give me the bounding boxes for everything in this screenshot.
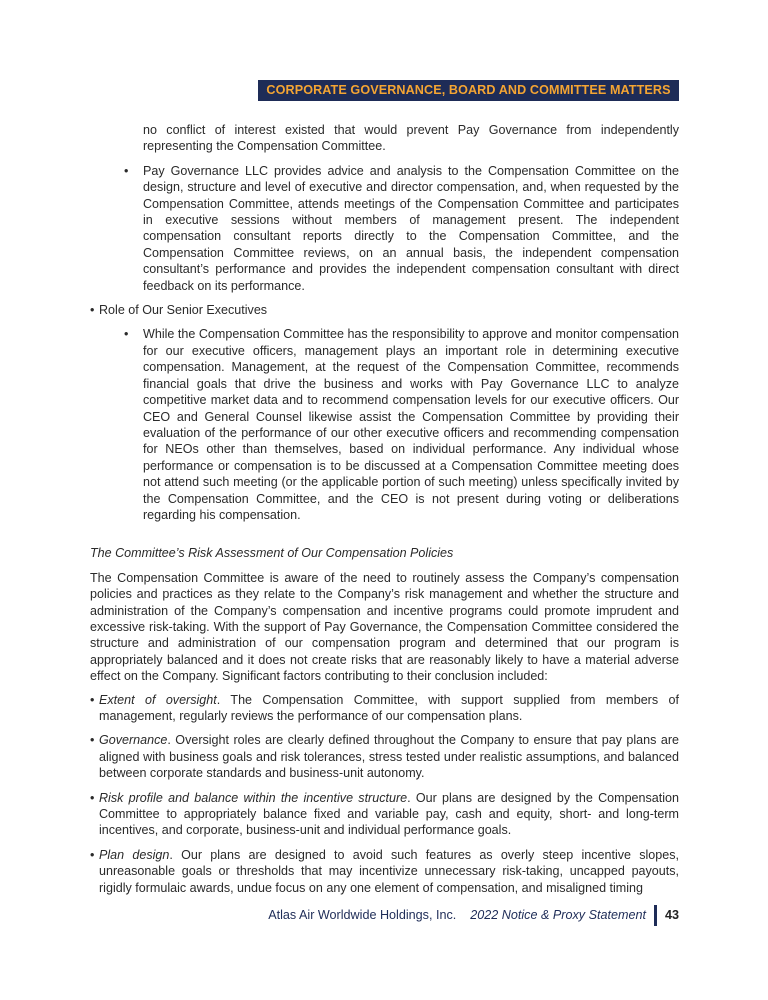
role-text: While the Compensation Committee has the responsibility to approve and monitor compensation for our executive officers, management plays an important role in determining executive compensation. Management, at the request of the Compensation Committee, recommends financial goals that drive the business and works with Pay Governance LLC to analyze competitive market data and to recommend compensation levels for our executive officers. Our CEO and General Counsel likewise assist the Compensation Committee by providing their evaluation of the performance of our other executive officers and recommending compensation for NEOs other than themselves, based on individual performance. Any individual whose performance or compensation is to be discussed at a Compensation Committee meeting does not attend such meeting (or the applicable portion of such meeting) unless specifically invited by the Compensation Committee, and the CEO is not present during voting or deliberations regarding his compensation. <box>143 327 679 522</box>
section-header-bar <box>258 80 679 101</box>
pay-governance-text: Pay Governance LLC provides advice and analysis to the Compensation Committee on the design, structure and level of executive and director compensation, and, when requested by the Compensation Committee, attends meetings of the Compensation Committee and participates in executive sessions without members of management present. The independent compensation consultant reports directly to the Compensation Committee, and the Compensation Committee reviews, on an annual basis, the independent compensation consultant’s performance and provides the independent compensation consultant with direct feedback on its performance. <box>143 163 679 293</box>
factor-item <box>90 732 679 781</box>
pay-governance-bullet <box>90 163 679 294</box>
footer-divider <box>654 905 657 926</box>
continued-text: no conflict of interest existed that would prevent Pay Governance from independently representing the Compensation Committee. <box>143 123 679 154</box>
factor-text: . Our plans are designed by the Compensation Committee to appropriately balance fixed and variable pay, cash and equity, short- and long-term incentives, and corporate, business-unit and individual performance goals. <box>99 790 679 838</box>
factor-item <box>90 847 679 896</box>
continued-paragraph <box>90 122 679 155</box>
factor-item <box>90 692 679 725</box>
page-body <box>90 122 679 904</box>
page-number: 43 <box>664 908 679 922</box>
risk-subheading: The Committee’s Risk Assessment of Our Compensation Policies <box>90 546 454 561</box>
footer-company: Atlas Air Worldwide Holdings, Inc. <box>268 908 457 922</box>
role-heading-bullet <box>90 302 679 318</box>
factor-item <box>90 790 679 839</box>
bullet-icon: • <box>90 733 95 748</box>
factor-text: . Oversight roles are clearly defined throughout the Company to ensure that pay plans are aligned with business goals and risk tolerances, stress tested under realistic assumptions, and balanced between corporate standards and business-unit autonomy. <box>99 733 679 781</box>
role-bullet <box>90 326 679 523</box>
factor-term: Governance <box>99 733 168 748</box>
footer-document-title: 2022 Notice & Proxy Statement <box>470 908 646 922</box>
bullet-icon: • <box>90 303 95 318</box>
risk-paragraph: The Compensation Committee is aware of the need to routinely assess the Company’s compensation policies and practices as they relate to the Company’s risk management and whether the structure and administration of the Company’s compensation and incentive programs could promote imprudent and excessive risk-taking. With the support of Pay Governance, the Compensation Committee considered the structure and administration of our compensation program and determined that our program is appropriately balanced and it does not create risks that are reasonably likely to have a material adverse effect on the Company. Significant factors contributing to their conclusion included: <box>90 570 679 684</box>
bullet-icon: • <box>90 790 95 805</box>
section-title: CORPORATE GOVERNANCE, BOARD AND COMMITTEE MATTERS <box>266 83 671 97</box>
role-heading: Role of Our Senior Executives <box>99 303 268 318</box>
bullet-icon: • <box>90 847 95 862</box>
factor-text: . Our plans are designed to avoid such features as overly steep incentive slopes, unreasonable goals or thresholds that may incentivize unnecessary risk-taking, uncapped payouts, rigidly formulaic awards, undue focus on any one element of compensation, and misaligned timing <box>99 847 679 895</box>
factor-term: Risk profile and balance within the incentive structure <box>99 790 408 805</box>
factor-term: Plan design <box>99 847 170 862</box>
page-footer <box>268 905 679 925</box>
factor-text: . The Compensation Committee, with support supplied from members of management, regularly reviews the performance of our compensation plans. <box>99 692 679 723</box>
bullet-icon: • <box>90 692 95 707</box>
bullet-icon: • <box>124 163 129 178</box>
factor-term: Extent of oversight <box>99 692 217 707</box>
bullet-icon: • <box>124 327 129 342</box>
